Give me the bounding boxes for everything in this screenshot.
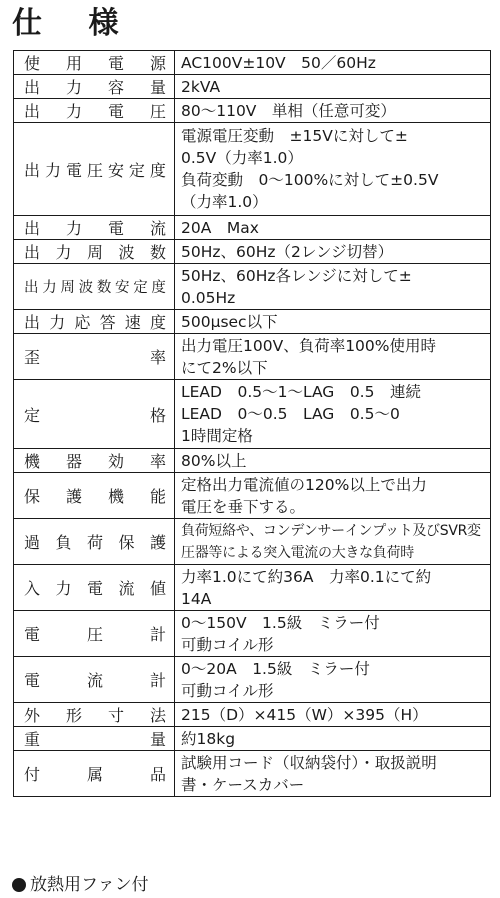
spec-value-line: 50Hz、60Hz各レンジに対して± (181, 266, 412, 285)
spec-label-text: 電 流 計 (24, 671, 166, 690)
spec-row (14, 240, 491, 264)
spec-value-line: 14A (181, 589, 212, 608)
spec-value (175, 75, 491, 99)
spec-label-text: 付 属 品 (24, 765, 166, 784)
spec-value-line: 50Hz、60Hz（2レンジ切替） (181, 242, 394, 261)
spec-value-line: 500μsec以下 (181, 312, 278, 331)
spec-label-text: 出 力 応 答 速 度 (24, 313, 166, 332)
spec-value-line: 80%以上 (181, 451, 247, 470)
spec-row (14, 99, 491, 123)
spec-value-line: LEAD 0.5〜1〜LAG 0.5 連続 (181, 383, 421, 401)
spec-value-line: 力率1.0にて約36A 力率0.1にて約 (181, 567, 432, 586)
spec-label (14, 310, 175, 334)
spec-value (175, 565, 491, 611)
spec-row (14, 449, 491, 473)
spec-label (14, 611, 175, 657)
spec-value (175, 334, 491, 380)
spec-label (14, 216, 175, 240)
footnote (12, 874, 149, 896)
spec-label-text: 過 負 荷 保 護 (24, 533, 166, 552)
spec-label (14, 380, 175, 449)
spec-row (14, 123, 491, 216)
spec-label (14, 51, 175, 75)
page-title: 仕 様 (12, 6, 137, 41)
spec-row (14, 216, 491, 240)
spec-label (14, 473, 175, 519)
spec-value-line: 215（D）×415（W）×395（H） (181, 705, 428, 724)
spec-label-text: 出 力 周 波 数 安 定 度 (24, 280, 166, 296)
spec-value (175, 751, 491, 797)
spec-label-text: 出 力 容 量 (24, 78, 166, 97)
spec-value-line: 0.5V（力率1.0） (181, 149, 303, 167)
spec-value (175, 519, 491, 565)
spec-label-text: 外 形 寸 法 (24, 706, 166, 725)
spec-value-line: 可動コイル形 (181, 681, 274, 700)
spec-value (175, 473, 491, 519)
spec-row (14, 611, 491, 657)
spec-label-text: 出 力 電 圧 (24, 102, 166, 121)
spec-value-line: AC100V±10V 50／60Hz (181, 53, 376, 72)
spec-label (14, 751, 175, 797)
spec-value (175, 240, 491, 264)
spec-label-text: 出 力 電 流 (24, 219, 166, 238)
spec-row (14, 380, 491, 449)
spec-value-line: 20A Max (181, 218, 259, 237)
spec-label-text: 歪 率 (24, 348, 166, 367)
spec-label (14, 334, 175, 380)
spec-label (14, 264, 175, 310)
spec-row (14, 565, 491, 611)
spec-label (14, 240, 175, 264)
spec-value (175, 99, 491, 123)
spec-row (14, 703, 491, 727)
spec-row (14, 657, 491, 703)
spec-value-line: （力率1.0） (181, 193, 268, 211)
spec-value (175, 727, 491, 751)
footnote-text: 放熱用ファン付 (30, 875, 149, 895)
spec-label-text: 出 力 周 波 数 (24, 243, 166, 262)
spec-label (14, 565, 175, 611)
spec-value-line: 試験用コード（収納袋付）・取扱説明 (181, 753, 437, 772)
spec-value-line: 書・ケースカバー (181, 775, 305, 794)
bullet-icon (12, 878, 26, 892)
spec-row (14, 264, 491, 310)
spec-value-line: 負荷変動 0〜100%に対して±0.5V (181, 171, 439, 189)
spec-value-line: 可動コイル形 (181, 635, 274, 654)
spec-label-text: 機 器 効 率 (24, 452, 166, 471)
spec-row (14, 751, 491, 797)
spec-value (175, 123, 491, 216)
spec-value-line: 0〜20A 1.5級 ミラー付 (181, 659, 370, 678)
spec-label-text: 出 力 電 圧 安 定 度 (24, 160, 166, 180)
spec-table (13, 50, 491, 797)
spec-label-text: 重 量 (24, 730, 166, 749)
spec-value (175, 380, 491, 449)
spec-label-text: 電 圧 計 (24, 625, 166, 644)
spec-value-line: 負荷短絡や、コンデンサーインプット及びSVR変 (181, 522, 481, 539)
spec-row (14, 75, 491, 99)
spec-row (14, 334, 491, 380)
spec-label-text: 保 護 機 能 (24, 487, 166, 506)
spec-value (175, 657, 491, 703)
spec-value (175, 216, 491, 240)
spec-label (14, 657, 175, 703)
spec-value-line: 0.05Hz (181, 288, 236, 307)
spec-value-line: 出力電圧100V、負荷率100%使用時 (181, 336, 437, 355)
spec-row (14, 473, 491, 519)
spec-label (14, 727, 175, 751)
spec-value (175, 703, 491, 727)
spec-row (14, 310, 491, 334)
spec-label (14, 99, 175, 123)
spec-value-line: 圧器等による突入電流の大きな負荷時 (181, 544, 414, 561)
spec-row (14, 727, 491, 751)
spec-row (14, 51, 491, 75)
spec-row (14, 519, 491, 565)
spec-value-line: 1時間定格 (181, 427, 253, 445)
spec-label-text: 使 用 電 源 (24, 54, 166, 73)
spec-value-line: 80〜110V 単相（任意可変） (181, 101, 396, 120)
spec-value (175, 264, 491, 310)
spec-label (14, 449, 175, 473)
spec-label-text: 定 格 (24, 405, 166, 425)
spec-value-line: 2kVA (181, 77, 221, 96)
spec-label-text: 入 力 電 流 値 (24, 579, 166, 598)
spec-label (14, 123, 175, 216)
spec-value-line: LEAD 0〜0.5 LAG 0.5〜0 (181, 405, 400, 423)
spec-value-line: 定格出力電流値の120%以上で出力 (181, 475, 427, 494)
spec-label (14, 703, 175, 727)
spec-label (14, 519, 175, 565)
spec-value-line: 電圧を垂下する。 (181, 497, 306, 516)
spec-value (175, 51, 491, 75)
spec-value-line: 電源電圧変動 ±15Vに対して± (181, 127, 408, 145)
spec-label (14, 75, 175, 99)
spec-value-line: 0〜150V 1.5級 ミラー付 (181, 613, 380, 632)
spec-value-line: にて2%以下 (181, 358, 268, 377)
spec-value (175, 611, 491, 657)
spec-value-line: 約18kg (181, 729, 236, 748)
spec-value (175, 310, 491, 334)
spec-value (175, 449, 491, 473)
